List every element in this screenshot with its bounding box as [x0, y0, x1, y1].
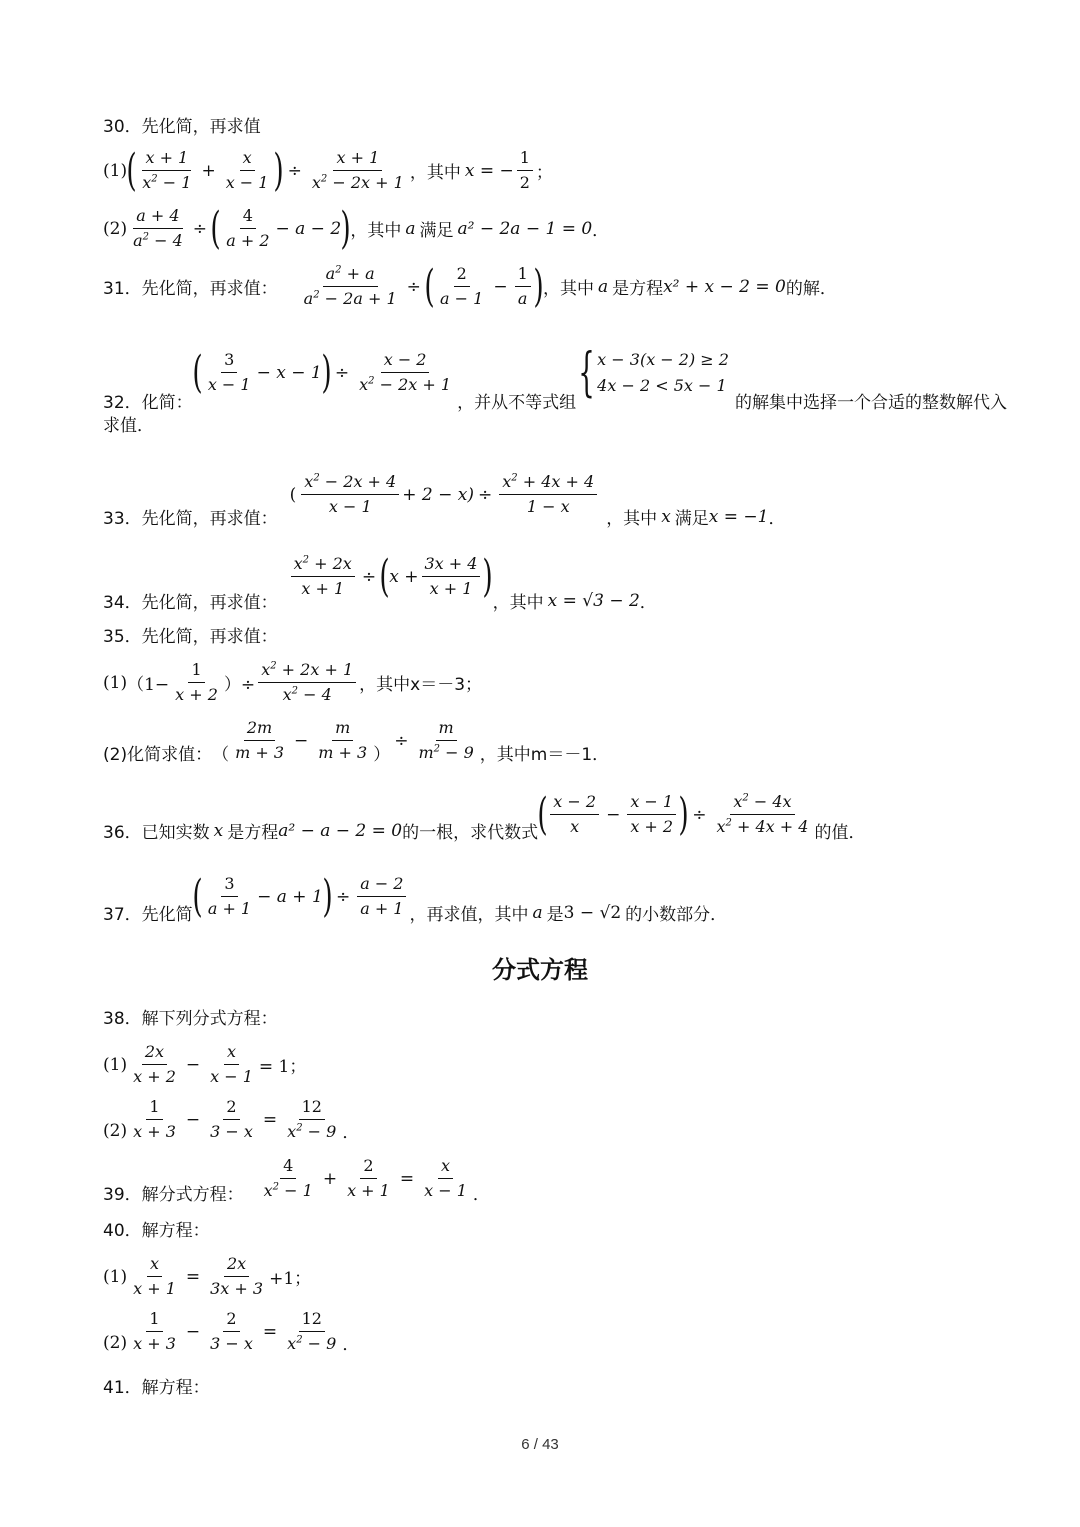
- q38-p2-end: ．: [342, 1123, 360, 1143]
- brace: {: [578, 342, 595, 403]
- fraction: $\frac{1}{2}$: [517, 148, 533, 193]
- paren-open: (: [126, 144, 137, 196]
- fraction: $\frac{x}{x - 1}$: [424, 1156, 467, 1200]
- fraction: $\frac{12}{x^2 - 9}$: [287, 1309, 337, 1353]
- q41-label: [103, 1373, 210, 1398]
- q37-label: 37．先化简: [103, 905, 193, 925]
- q32: 32．化简： ( $\frac{3}{x - 1}$ − x − 1 ) ÷ $\frac{x - 2}{x^2 - 2x + 1}$ ，并从不等式组 { x − 3(x − 2) ≥ 2 4x − 2 < 5x − 1 的解集中选择一个合适的整数解代入: [103, 342, 1007, 413]
- q38-part1: (1) $\frac{2x}{x + 2}$ − $\frac{x}{x - 1}$ = 1；: [103, 1042, 307, 1086]
- fraction: $\frac{2m}{m + 3}$: [235, 718, 285, 762]
- q30-p2-eq: a² − 2a − 1 = 0: [457, 218, 593, 239]
- fraction: $\frac{2}{a - 1}$: [440, 264, 484, 308]
- q40-part2: (2) $\frac{1}{x + 3}$ − $\frac{2}{3 - x}$ = $\frac{12}{x^2 - 9}$ ．: [103, 1309, 360, 1355]
- fraction: $\frac{2x}{x + 2}$: [133, 1042, 176, 1086]
- q33-eq: x = −1: [708, 506, 769, 527]
- q33: 33．先化简，再求值： ( $\frac{x^2 - 2x + 4}{x - 1}$ + 2 − x) ÷ $\frac{x^2 + 4x + 4}{1 - x}$ ，其中 x 满足 x = −1 ．: [103, 472, 786, 529]
- fraction: $\frac{3}{a + 1}$: [207, 874, 252, 918]
- q34-end: ．: [639, 593, 657, 613]
- fraction: $\frac{3x + 4}{x + 1}$: [422, 554, 481, 599]
- q35-p1-tail: ，其中x＝－3；: [359, 675, 483, 695]
- q32-cont: 求值．: [103, 416, 154, 436]
- q30-p1-cond: x = −: [464, 160, 514, 181]
- fraction: $\frac{x - 2}{x^2 - 2x + 1}$: [359, 350, 452, 394]
- q34-label: 34．先化简，再求值：: [103, 593, 278, 613]
- q32-mid: ，并从不等式组: [457, 393, 577, 413]
- fraction: $\frac{x^2 + 2x}{x + 1}$: [291, 554, 355, 599]
- q40-p2-end: ．: [342, 1335, 360, 1355]
- q30-p1-prefix: (1): [103, 160, 128, 181]
- q37-eq: 3 − √2: [563, 902, 622, 923]
- q34: 34．先化简，再求值： $\frac{x^2 + 2x}{x + 1}$ ÷ ( x + $\frac{3x + 4}{x + 1}$ ) ，其中 x = √3 − 2 ．: [103, 550, 657, 613]
- q32-label: 32．化简：: [103, 393, 193, 413]
- q30-p2-var: a: [405, 218, 416, 239]
- q31-label: 31．先化简，再求值：: [103, 279, 278, 299]
- q39-end: ．: [472, 1185, 490, 1205]
- q30-part2: (2) $\frac{a + 4}{a^2 - 4}$ ÷ ( $\frac{4}{a + 2}$ − a − 2 ) ，其中 a 满足 a² − 2a − 1 = 0 ．: [103, 202, 610, 254]
- q34-eq: x = √3 − 2: [547, 590, 640, 611]
- fraction: $\frac{a + 4}{a^2 - 4}$: [133, 206, 183, 250]
- q30-p2-tail: ，其中: [350, 221, 402, 241]
- q34-tail: ，其中: [492, 593, 544, 613]
- inequality-system: [597, 347, 729, 399]
- fraction: $\frac{x}{x - 1}$: [210, 1042, 253, 1086]
- q31-mid: 是方程: [612, 279, 664, 299]
- q40-label: [103, 1216, 210, 1241]
- q41-label-text: 41．解方程：: [103, 1378, 210, 1398]
- paren-close: ): [273, 144, 285, 196]
- q30-label: [103, 112, 261, 137]
- q30-p2-cond: 满足: [419, 221, 454, 241]
- q40-label-text: 40．解方程：: [103, 1221, 210, 1241]
- q33-mid: 满足: [674, 509, 709, 529]
- q36-mid2: 的一根，求代数式: [402, 823, 539, 843]
- fraction: $\frac{2}{3 - x}$: [210, 1097, 253, 1141]
- fraction: $\frac{x^2 + 4x + 4}{1 - x}$: [499, 472, 597, 517]
- fraction: $\frac{x}{x + 1}$: [133, 1254, 176, 1298]
- fraction: $\frac{1}{x + 3}$: [133, 1309, 176, 1353]
- q33-end: ．: [768, 509, 786, 529]
- q38-part2: (2) $\frac{1}{x + 3}$ − $\frac{2}{3 - x}$ = $\frac{12}{x^2 - 9}$ ．: [103, 1097, 360, 1143]
- q32-sys1: x − 3(x − 2) ≥ 2: [597, 349, 729, 369]
- q38-p2-prefix: (2): [103, 1120, 128, 1141]
- fraction: $\frac{4}{x^2 - 1}$: [263, 1156, 313, 1200]
- q35-label: [103, 622, 278, 647]
- q38-label: [103, 1004, 278, 1029]
- q38-p1-end: = 1；: [258, 1057, 307, 1077]
- q35-p2-prefix: (2)化简求值：: [103, 745, 213, 765]
- q37-tail: ，再求值，其中: [409, 905, 529, 925]
- q35-p1-prefix: (1): [103, 672, 128, 693]
- fraction: $\frac{x^2 - 4x}{x^2 + 4x + 4}$: [716, 792, 809, 836]
- fraction: $\frac{x + 1}{x^2 - 2x + 1}$: [311, 148, 404, 192]
- q39-label: 39．解分式方程：: [103, 1185, 244, 1205]
- q33-label: 33．先化简，再求值：: [103, 509, 278, 529]
- q35-part1: (1) （1− $\frac{1}{x + 2}$ ）÷ $\frac{x^2 + 2x + 1}{x^2 - 4}$ ，其中x＝－3；: [103, 660, 483, 704]
- q31-eq: x² + x − 2 = 0: [663, 276, 786, 297]
- q40-p1-end: +1；: [269, 1269, 312, 1289]
- fraction: $\frac{12}{x^2 - 9}$: [287, 1097, 337, 1141]
- fraction: $\frac{x^2 - 2x + 4}{x - 1}$: [301, 472, 399, 517]
- q36-eq: a² − a − 2 = 0: [278, 820, 403, 841]
- q36-var: x: [213, 820, 224, 841]
- q39: 39．解分式方程： $\frac{4}{x^2 - 1}$ + $\frac{2}{x + 1}$ = $\frac{x}{x - 1}$ ．: [103, 1156, 490, 1205]
- fraction: $\frac{x}{x - 1}$: [225, 148, 269, 192]
- q32-sys2: 4x − 2 < 5x − 1: [597, 375, 727, 395]
- q38-p1-prefix: (1): [103, 1054, 128, 1075]
- q37-end: 的小数部分．: [625, 905, 728, 925]
- q30-label-text: 30．先化简，再求值: [103, 117, 261, 137]
- fraction: $\frac{2}{3 - x}$: [210, 1309, 253, 1353]
- q32-end: 的解集中选择一个合适的整数解代入: [734, 393, 1007, 413]
- q40-p2-prefix: (2): [103, 1332, 128, 1353]
- q37-mid: 是: [546, 905, 564, 925]
- q35-part2: (2)化简求值： （ $\frac{2m}{m + 3}$ − $\frac{m}{m + 3}$ ） ÷ $\frac{m}{m^2 - 9}$ ，其中m＝－1．: [103, 718, 610, 765]
- fraction: $\frac{2}{x + 1}$: [347, 1156, 390, 1200]
- q30-p2-prefix: (2): [103, 218, 128, 239]
- fraction: $\frac{1}{x + 2}$: [175, 660, 218, 704]
- fraction: $\frac{a^2 + a}{a^2 - 2a + 1}$: [303, 264, 397, 308]
- q30-p2-end: ．: [592, 221, 610, 241]
- q33-var: x: [661, 506, 671, 527]
- q38-label-text: 38．解下列分式方程：: [103, 1009, 278, 1029]
- q30-p1-tail: ，其中: [409, 163, 461, 183]
- q33-tail: ，其中: [606, 509, 658, 529]
- fraction: $\frac{1}{a}$: [515, 264, 531, 309]
- fraction: $\frac{4}{a + 2}$: [226, 206, 270, 250]
- fraction: $\frac{1}{x + 3}$: [133, 1097, 176, 1141]
- q36-end: 的值．: [814, 823, 866, 843]
- q40-p1-prefix: (1): [103, 1266, 128, 1287]
- fraction: $\frac{x^2 + 2x + 1}{x^2 - 4}$: [258, 660, 356, 705]
- fraction: $\frac{x - 1}{x + 2}$: [627, 792, 676, 837]
- section-title: 分式方程: [492, 956, 588, 984]
- q35-label-text: 35．先化简，再求值：: [103, 627, 278, 647]
- q37: 37．先化简 ( $\frac{3}{a + 1}$ − a + 1 ) ÷ $\frac{a - 2}{a + 1}$ ，再求值，其中 a 是 3 − √2 的小数部分．: [103, 870, 728, 925]
- q37-var: a: [532, 902, 543, 923]
- fraction: $\frac{m}{m^2 - 9}$: [418, 718, 474, 762]
- q40-part1: (1) $\frac{x}{x + 1}$ = $\frac{2x}{3x + 3}$ +1；: [103, 1254, 312, 1298]
- fraction: $\frac{2x}{3x + 3}$: [210, 1254, 264, 1298]
- q31-tail: ，其中: [542, 279, 594, 299]
- q36-mid: 是方程: [227, 823, 279, 843]
- q36: 36．已知实数 x 是方程 a² − a − 2 = 0 的一根，求代数式 ( $\frac{x - 2}{x}$ − $\frac{x - 1}{x + 2}$ ) ÷ $\frac{x^2 - 4x}{x^2 + 4x + 4}$ 的值．: [103, 788, 866, 843]
- fraction: $\frac{m}{m + 3}$: [318, 718, 368, 762]
- page-number: 6 / 43: [521, 1436, 559, 1453]
- q35-p2-tail: ，其中m＝－1．: [479, 745, 610, 765]
- fraction: $\frac{x - 2}{x}$: [550, 792, 599, 837]
- fraction: $\frac{x + 1}{x^2 - 1}$: [142, 148, 192, 192]
- q32-continuation: [103, 411, 154, 436]
- fraction: $\frac{3}{x - 1}$: [207, 350, 251, 394]
- q31-var: a: [597, 276, 609, 297]
- q31-end: 的解．: [785, 279, 837, 299]
- q31: 31．先化简，再求值： $\frac{a^2 + a}{a^2 - 2a + 1}$ ÷ ( $\frac{2}{a - 1}$ − $\frac{1}{a}$ ) ，其中 a 是方程 x² + x − 2 = 0 的解．: [103, 260, 837, 312]
- q30-part1: (1) ( $\frac{x + 1}{x^2 - 1}$ + $\frac{x}{x - 1}$ ) ÷ $\frac{x + 1}{x^2 - 2x + 1}$ ，其中 x = − $\frac{1}{2}$ ；: [103, 144, 553, 196]
- q30-p1-end: ；: [535, 163, 553, 183]
- q36-label: 36．已知实数: [103, 823, 210, 843]
- fraction: $\frac{a - 2}{a + 1}$: [357, 874, 406, 919]
